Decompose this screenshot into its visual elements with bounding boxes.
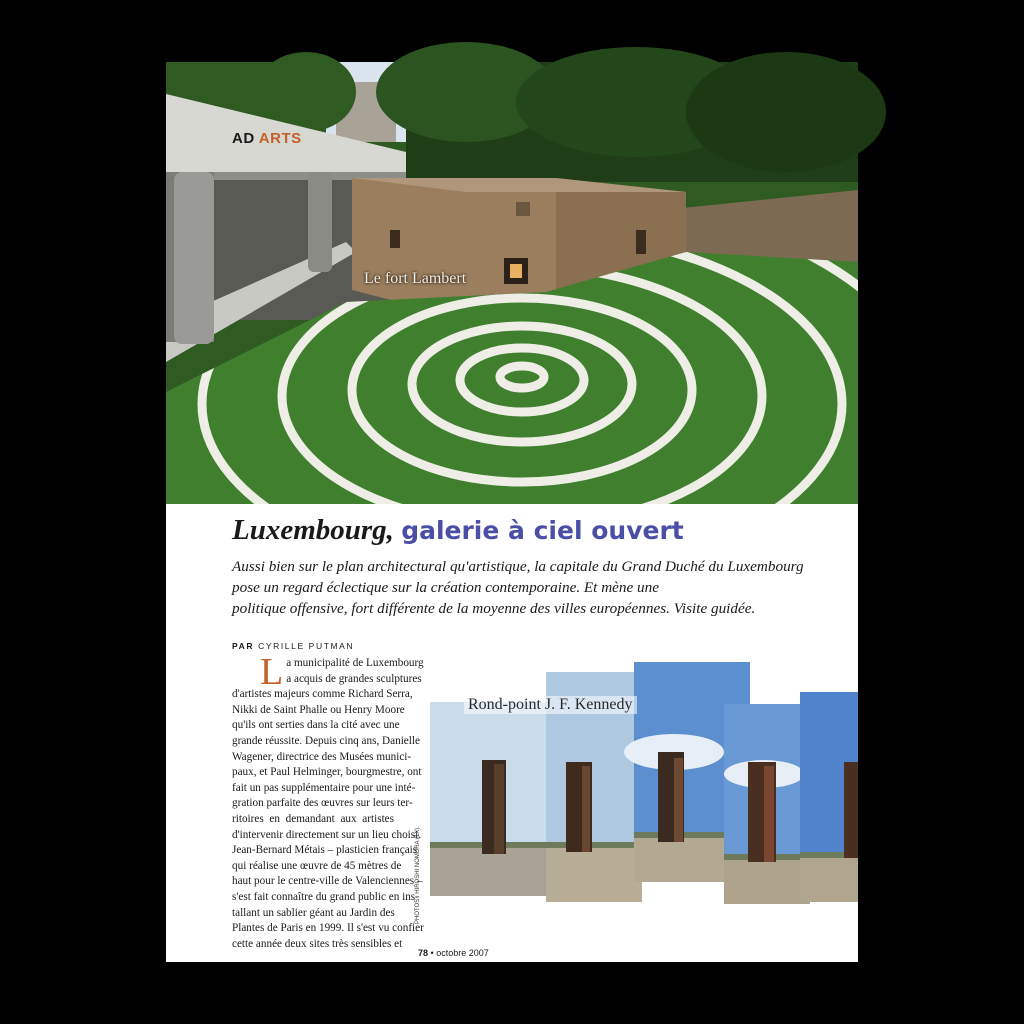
footer-separator: • [430,948,434,958]
body-line: a acquis de grandes sculptures [286,672,422,685]
byline [232,641,354,651]
body-line: paux, et Paul Helminger, bourgmestre, ont [232,766,422,779]
fort-lambert-photo [166,62,858,504]
issue-date: octobre 2007 [436,948,489,958]
collage-caption: Rond-point J. F. Kennedy [464,696,637,714]
body-line: gration parfaite des œuvres sur leurs ter- [232,797,413,810]
body-line: s'est fait connaître du grand public en ins- [232,890,419,903]
body-line: cette année deux sites très sensibles et [232,937,403,950]
body-line: a municipalité de Luxembourg [286,657,424,669]
article-intro [232,556,822,619]
dropcap: L [260,651,284,693]
body-line: tallant un sablier géant au Jardin des [232,906,395,919]
section-name: ARTS [258,130,302,147]
body-line: qui réalise une œuvre de 45 mètres de [232,859,402,872]
body-line: Wagener, directrice des Musées munici- [232,750,412,763]
intro-line: Aussi bien sur le plan architectural qu'artistique, la capitale du Grand Duché du Luxembourg [232,558,804,575]
body-line: qu'ils ont serties dans la cité avec une [232,719,400,732]
photo-credit: PHOTOS : HIROSHI NOMURA (1X). [415,826,421,924]
collage-tile [800,692,858,902]
title-part1: Luxembourg, [232,514,394,546]
body-line: ritoires en demandant aux artistes [232,812,394,825]
byline-author: CYRILLE PUTMAN [258,641,355,651]
section-prefix: AD [232,130,255,147]
collage-tile [430,702,546,896]
body-line: Nikki de Saint Phalle ou Henry Moore [232,703,405,716]
page-number: 78 [418,948,429,958]
intro-line: pose un regard éclectique sur la création contemporaine. Et mène une [232,579,659,596]
body-line: fait un pas supplémentaire pour une inté- [232,781,416,794]
article-title [232,508,684,553]
photo-caption: Le fort Lambert [364,270,467,287]
body-line: grande réussite. Depuis cinq ans, Danielle [232,734,420,747]
magazine-page [166,62,858,962]
title-part2: galerie à ciel ouvert [401,516,684,545]
collage-tile [724,704,810,904]
page-footer [418,948,489,958]
body-line: Plantes de Paris en 1999. Il s'est vu confier [232,922,424,935]
body-line: haut pour le centre-ville de Valenciennes – [232,875,423,888]
section-tag [232,130,302,147]
body-line: Jean-Bernard Métais – plasticien français [232,844,418,857]
body-line: d'artistes majeurs comme Richard Serra, [232,688,413,701]
body-line: d'intervenir directement sur un lieu choisi. [232,828,422,841]
intro-line: politique offensive, fort différente de la moyenne des villes européennes. Visite guidée. [232,600,756,617]
byline-prefix: PAR [232,641,255,651]
fort-lambert-illustration [166,62,858,504]
